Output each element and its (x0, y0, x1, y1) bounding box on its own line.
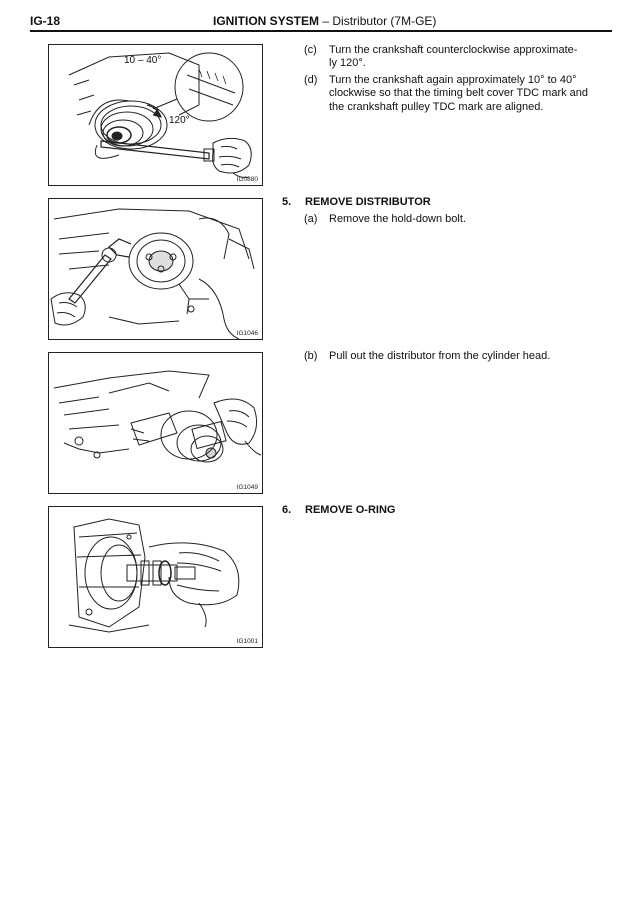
step-c-text: Turn the crankshaft counterclockwise approximate- ly 120°. (329, 44, 578, 70)
figure-hold-down-bolt (48, 198, 263, 340)
angle-label-120: 120° (169, 115, 190, 126)
distributor-hold-down-bolt-illustration (49, 199, 262, 339)
step-5b-letter: (b) (304, 350, 318, 362)
figure-code: IG0880 (236, 176, 258, 183)
section-title (213, 14, 436, 28)
step-5b (304, 350, 604, 364)
crankshaft-pulley-wrench-illustration (49, 45, 262, 185)
angle-label-10-40: 10 – 40° (124, 55, 162, 66)
step-5-number: 5. (282, 196, 292, 208)
distributor-removal-illustration (49, 353, 262, 493)
step-d-text: Turn the crankshaft again approximately 10° to 40° clockwise so that the timing belt cover TDC mark and the crankshaft pulley TDC mark are aligned. (329, 74, 589, 113)
figure-distributor-removal (48, 352, 263, 494)
step-5-title: REMOVE DISTRIBUTOR (305, 196, 431, 208)
step-5-heading (282, 196, 602, 210)
o-ring-removal-illustration (49, 507, 262, 647)
page-number: IG-18 (30, 14, 61, 28)
figure-code: IG1001 (236, 638, 258, 645)
subsection-name: Distributor (7M-GE) (332, 14, 437, 28)
page-header (30, 14, 612, 30)
figure-code: IG1046 (236, 330, 258, 337)
step-5b-text: Pull out the distributor from the cylinder head. (329, 350, 551, 362)
step-c-letter: (c) (304, 44, 317, 56)
section-name: IGNITION SYSTEM (213, 14, 320, 28)
figure-o-ring-removal (48, 506, 263, 648)
step-5a-letter: (a) (304, 213, 318, 225)
title-separator: – (322, 14, 330, 28)
step-5a-text: Remove the hold-down bolt. (329, 213, 466, 225)
step-d (304, 74, 604, 116)
figure-code: IG1049 (236, 484, 258, 491)
figure-crankshaft-pulley (48, 44, 263, 186)
step-d-letter: (d) (304, 74, 318, 86)
step-c (304, 44, 604, 74)
step-6-heading (282, 504, 602, 518)
step-5a (304, 213, 604, 227)
step-6-title: REMOVE O-RING (305, 504, 396, 516)
header-rule (30, 30, 612, 32)
step-6-number: 6. (282, 504, 292, 516)
